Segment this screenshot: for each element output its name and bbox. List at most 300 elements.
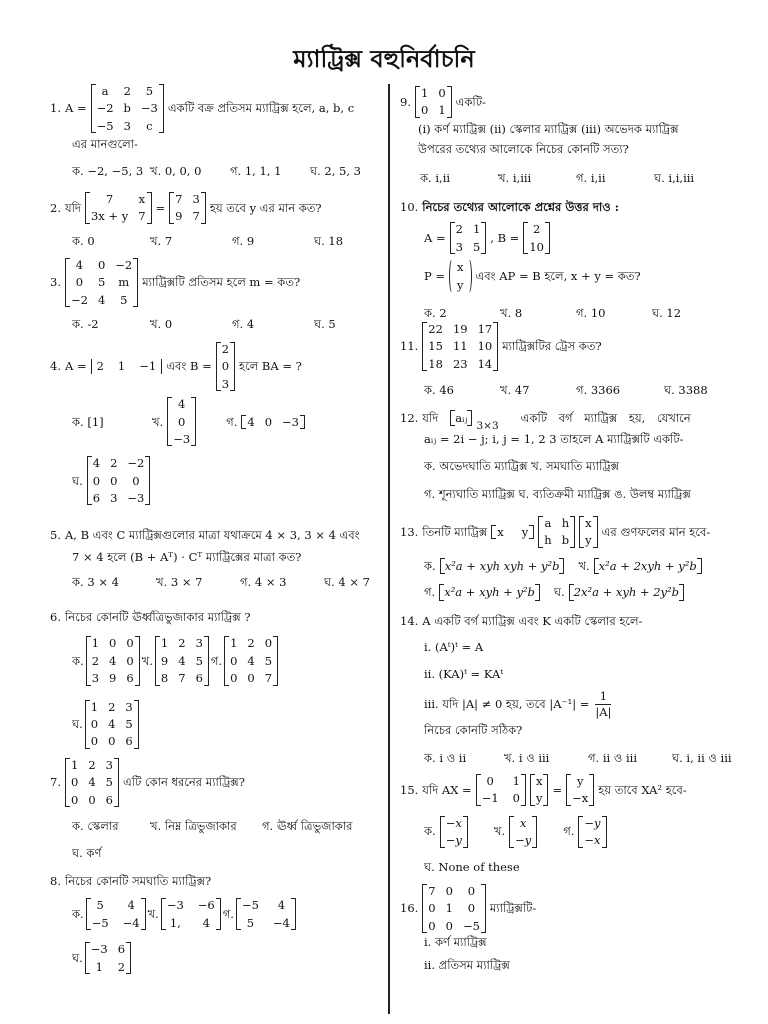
option-ga: গ. ঊর্ধ্ব ত্রিভুজাকার xyxy=(262,819,353,834)
option-ka-matrix xyxy=(86,636,140,685)
option-ga: গ. 10 xyxy=(576,305,606,320)
matrix-entry: 1 xyxy=(420,86,429,100)
option-ka: ক. i,ii xyxy=(420,170,451,185)
matrix-entry: 2 xyxy=(108,699,116,714)
option-gha: ঘ. xyxy=(553,585,565,600)
matrix-entry: 3x + y xyxy=(90,209,129,224)
matrix-entry: 0 xyxy=(70,775,79,790)
option-gha: ঘ. কর্ণ xyxy=(72,845,102,860)
matrix-entry: 7 xyxy=(175,192,183,206)
matrix-entry: 2 xyxy=(110,456,118,471)
option-gha: ঘ. 2, 5, 3 xyxy=(310,163,361,178)
matrix-entry: −2 xyxy=(70,292,88,307)
matrix-entry: 6 xyxy=(125,734,133,749)
question-text: এবং B = xyxy=(166,359,212,374)
question-number: 13. xyxy=(400,524,419,539)
question-text: এটি কোন ধরনের ম্যাট্রিক্স? xyxy=(122,775,245,790)
matrix-entry: 5 xyxy=(195,653,203,668)
question-1 xyxy=(50,84,361,178)
option-ga: গ. xyxy=(424,585,436,600)
text: |A| xyxy=(595,704,612,719)
option-kha-value: x²a + 2xyh + y²b xyxy=(594,558,702,574)
matrix-entry: 5 xyxy=(105,775,113,790)
matrix-entry: 6 xyxy=(92,491,101,505)
column-matrix xyxy=(579,516,598,548)
question-text: এর গুণফলের মান হবে- xyxy=(601,524,711,539)
question-text: একটি বর্গ ম্যাট্রিক্স হয়, যেখানে xyxy=(520,411,691,425)
matrix-label: P = xyxy=(424,268,446,283)
question-text: নিচের কোনটি সমঘাতি ম্যাট্রিক্স? xyxy=(64,874,212,888)
question-number: 1. xyxy=(50,101,61,116)
question-11 xyxy=(400,322,708,398)
matrix-entry: 5 xyxy=(97,275,106,290)
matrix-entry: 0 xyxy=(221,359,230,374)
matrix-entry: 5 xyxy=(472,239,481,254)
option-ka: ক. −2, −5, 3 xyxy=(72,163,144,178)
question-text: 7 × 4 হলে (B + Aᵀ) · Cᵀ ম্যাট্রিক্সের মাত্রা কত? xyxy=(72,550,302,565)
matrix-entry: −2 xyxy=(127,456,145,471)
matrix-entry: 3 xyxy=(91,671,100,686)
question-text: হলে BA = ? xyxy=(239,359,302,374)
matrix-entry: −3 xyxy=(166,898,184,913)
matrix-entry: 5 xyxy=(246,915,255,930)
option-gha: ঘ. xyxy=(72,950,83,965)
options xyxy=(424,751,732,765)
option-ga: গ. 3366 xyxy=(576,383,621,398)
question-text: নিচের কোনটি ঊর্ধ্বত্রিভুজাকার ম্যাট্রিক্স ? xyxy=(64,610,251,624)
matrix-entry: 11 xyxy=(452,339,468,354)
question-number: 16. xyxy=(400,901,419,916)
matrix-entry: −3 xyxy=(140,101,158,116)
option-ka: ক. xyxy=(72,907,84,922)
matrix-entry: 7 xyxy=(178,671,186,686)
option-kha-matrix xyxy=(161,898,221,930)
matrix-b xyxy=(523,222,550,254)
matrix-entry: 0 xyxy=(109,636,117,651)
question-10 xyxy=(400,200,681,320)
matrix-entry: 0 xyxy=(88,792,96,807)
text: 1 xyxy=(595,689,611,704)
matrix-entry: 1 xyxy=(117,359,126,374)
question-number: 6. xyxy=(50,610,61,624)
matrix-entry: 4 xyxy=(75,258,84,272)
option-gha: ঘ. i,i,iii xyxy=(654,170,695,185)
statement-ii: ii. প্রতিসম ম্যাট্রিক্স xyxy=(424,957,510,972)
matrix-entry: −6 xyxy=(197,898,215,913)
matrix-entry: 8 xyxy=(160,671,169,686)
column-divider xyxy=(388,84,390,1014)
option-kha-matrix xyxy=(509,816,537,848)
matrix-entry: 1 xyxy=(90,699,99,714)
matrix-entry: 4 xyxy=(202,915,210,930)
statement-i: i. (Aᵗ)ᵗ = A xyxy=(424,640,484,655)
matrix-entry: −5 xyxy=(241,898,259,913)
question-number: 7. xyxy=(50,775,61,790)
matrix-entry: −y xyxy=(584,815,601,830)
matrix-entry: 4 xyxy=(178,397,186,412)
matrix-entry: 0 xyxy=(126,636,134,651)
question-8 xyxy=(50,874,296,974)
matrix-entry: 0 xyxy=(178,414,186,429)
options xyxy=(72,819,353,833)
option-ga: গ. 4 xyxy=(232,317,255,332)
options xyxy=(424,306,681,320)
matrix-entry: 0 xyxy=(126,653,134,668)
option-gha-matrix xyxy=(87,456,151,505)
question-4 xyxy=(50,342,305,505)
matrix-entry: 5 xyxy=(120,292,128,307)
matrix-entry: 7 xyxy=(428,884,436,898)
matrix-entry: y xyxy=(521,524,529,539)
order-subscript: 3×3 xyxy=(476,419,499,432)
question-13 xyxy=(400,516,710,601)
question-text: যদি xyxy=(422,411,439,425)
option-gha: ঘ. None of these xyxy=(424,859,520,874)
question-text: A, B এবং C ম্যাট্রিক্সগুলোর মাত্রা যথাক্রমে 4 × 3, 3 × 4 এবং xyxy=(64,528,360,542)
option-ka: ক. [1] xyxy=(72,414,104,429)
matrix-entry: −3 xyxy=(90,942,108,957)
matrix-entry: 14 xyxy=(477,356,493,371)
matrix-entry: −x xyxy=(445,815,462,830)
matrix-entry: 9 xyxy=(109,671,117,686)
matrix-entry: −y xyxy=(445,833,462,848)
question-text: একটি বক্র প্রতিসম ম্যাট্রিক্স হলে, a, b, c xyxy=(167,101,355,116)
option-gha: ঘ. xyxy=(72,473,83,488)
matrix-entry: y xyxy=(585,533,592,548)
question-number: 11. xyxy=(400,339,419,354)
fraction xyxy=(595,689,611,719)
question-text: ম্যাট্রিক্সটি- xyxy=(489,901,537,916)
matrix-entry: 9 xyxy=(160,653,169,668)
matrix-entry: 19 xyxy=(452,322,468,336)
question-number: 5. xyxy=(50,528,61,542)
matrix-label: A = xyxy=(424,231,446,246)
matrix xyxy=(415,86,452,118)
option-gha: ঘ. 12 xyxy=(652,305,682,320)
matrix-a xyxy=(91,84,164,133)
question-text: ম্যাট্রিক্সটির ট্রেস কত? xyxy=(502,339,602,354)
matrix-entry: 3 xyxy=(221,376,230,391)
statement-iii: iii. যদি |A| ≠ 0 হয়, তবে |A⁻¹| = xyxy=(424,696,590,711)
option-kha: খ. 47 xyxy=(500,383,530,398)
option-ka-matrix xyxy=(440,816,468,848)
matrix-entry: 5 xyxy=(145,84,154,98)
statement-i: i. কর্ণ ম্যাট্রিক্স xyxy=(424,935,487,950)
matrix-label: A = xyxy=(64,101,87,116)
question-heading: নিচের তথ্যের আলোকে প্রশ্নের উত্তর দাও : xyxy=(422,200,619,214)
question-text: aᵢⱼ = 2i − j; i, j = 1, 2 3 তাহলে A ম্যাট্রিক্সটি একটি- xyxy=(424,432,684,447)
option-ga: গ. xyxy=(226,414,238,429)
page-title: ম্যাট্রিক্স বহুনির্বাচনি xyxy=(293,45,475,73)
matrix-entry: 4 xyxy=(277,898,286,913)
option-ka: ক. স্কেলার xyxy=(72,819,119,834)
matrix-entry: 6 xyxy=(117,942,126,957)
option-kha-matrix xyxy=(155,636,209,685)
square-matrix xyxy=(538,516,575,548)
matrix-entry: 2 xyxy=(117,959,126,974)
matrix-entry: 3 xyxy=(110,491,118,505)
matrix-entry: 6 xyxy=(195,671,203,686)
matrix-entry: −2 xyxy=(96,101,114,116)
equals-sign: = xyxy=(155,200,166,215)
matrix-entry: 0 xyxy=(90,716,99,731)
matrix xyxy=(422,322,498,371)
option-kha: খ. xyxy=(147,907,159,922)
question-7 xyxy=(50,758,353,860)
matrix-entry: 4 xyxy=(88,775,96,790)
option-ka: ক. 0 xyxy=(72,233,95,248)
question-6 xyxy=(50,610,278,749)
question-text: হয় তবে y এর মান কত? xyxy=(209,200,322,215)
matrix-entry: −3 xyxy=(173,431,191,446)
options-row-1 xyxy=(424,558,710,574)
option-kha: খ. xyxy=(578,558,590,573)
matrix-entry: b xyxy=(123,101,131,116)
question-5 xyxy=(50,528,370,589)
matrix-entry: −x xyxy=(584,833,601,848)
option-kha: খ. 3 × 7 xyxy=(156,574,203,589)
question-number: 15. xyxy=(400,782,419,797)
option-kha: খ. 7 xyxy=(150,233,173,248)
matrix-entry: 2 xyxy=(88,758,96,772)
matrix-entry: 17 xyxy=(477,322,493,336)
equals-sign: = xyxy=(552,782,563,797)
matrix-entry: 4 xyxy=(108,716,116,731)
option-ga: গ. xyxy=(222,907,234,922)
question-12 xyxy=(400,410,691,502)
matrix-entry: 5 xyxy=(264,653,273,668)
matrix-entry: −1 xyxy=(481,791,499,806)
matrix-entry: 6 xyxy=(105,792,113,807)
matrix-entry: a xyxy=(101,84,109,98)
matrix-entry: −4 xyxy=(272,915,290,930)
matrix-entry: 5 xyxy=(96,898,104,913)
matrix-entry: 0 xyxy=(438,86,446,100)
question-16 xyxy=(400,884,536,972)
option-gha: ঘ. 5 xyxy=(314,317,336,332)
option-kha: খ. 8 xyxy=(500,305,523,320)
question-text: যদি xyxy=(64,200,81,215)
option-ga: গ. i,ii xyxy=(576,170,606,185)
option-kha: খ. 0, 0, 0 xyxy=(150,163,202,178)
option-ga: গ. ii ও iii xyxy=(588,751,638,766)
matrix-entry: 2 xyxy=(455,222,463,237)
option-gha-matrix xyxy=(85,942,131,974)
matrix-entry: −y xyxy=(515,833,532,848)
option-ka: ক. 2 xyxy=(424,305,447,320)
options-row-2 xyxy=(424,584,710,600)
matrix-entry: 0 xyxy=(110,473,118,488)
matrix-entry: 1 xyxy=(70,758,79,772)
matrix-entry: 0 xyxy=(70,792,79,807)
row-matrix-a xyxy=(91,359,163,373)
question-text: তিনটি ম্যাট্রিক্স xyxy=(422,524,488,539)
question-14 xyxy=(400,614,732,766)
option-gha-row xyxy=(72,700,278,749)
matrix-entry: 0 xyxy=(445,918,453,933)
statement-ii: ii. (KA)ᵗ = KAᵗ xyxy=(424,666,504,681)
matrix-entry: 4 xyxy=(92,456,101,471)
options xyxy=(72,636,278,685)
option-gha: ঘ. 4 × 7 xyxy=(324,574,370,589)
matrix-entry: −5 xyxy=(96,118,114,133)
matrix-entry: m xyxy=(118,275,130,290)
question-3 xyxy=(50,258,336,332)
options xyxy=(424,816,687,848)
matrix xyxy=(422,884,486,933)
option-ka-matrix xyxy=(86,898,146,930)
matrix-entry: 1 xyxy=(230,636,238,651)
matrix-entry: 0 xyxy=(92,473,101,488)
matrix-entry: x xyxy=(497,524,504,539)
matrix-entry: x xyxy=(535,774,543,788)
matrix-entry: x xyxy=(457,260,464,275)
option-ga: গ. 9 xyxy=(232,233,255,248)
matrix-entry: −3 xyxy=(282,414,299,429)
matrix-entry: 0 xyxy=(132,473,140,488)
question-text: ম্যাট্রিক্সটি প্রতিসম হলে m = কত? xyxy=(142,275,301,290)
options-line-2: গ. শূন্যঘাতি ম্যাট্রিক্স ঘ. ব্যতিক্রমী ম্যাট্রিক্স ঙ. উলম্ব ম্যাট্রিক্স xyxy=(424,487,691,502)
matrix-entry: 7 xyxy=(105,192,114,206)
matrix-entry: 0 xyxy=(97,258,106,272)
option-gha: ঘ. 18 xyxy=(314,233,344,248)
matrix-entry: 18 xyxy=(428,356,443,371)
options xyxy=(72,234,343,248)
matrix-rhs xyxy=(566,774,594,806)
matrix-rhs xyxy=(169,192,206,224)
option-ka-value: x²a + xyh xyh + y²b xyxy=(440,558,565,574)
matrix-x xyxy=(530,774,549,806)
matrix-entry: 2 xyxy=(178,636,186,651)
matrix-entry: 3 xyxy=(105,758,113,772)
question-9 xyxy=(400,86,694,185)
option-ka: ক. xyxy=(424,824,436,839)
options xyxy=(424,383,708,397)
matrix-entry: −5 xyxy=(91,915,109,930)
option-gha-row xyxy=(72,942,296,974)
options-line-1: ক. অভেদঘাতি ম্যাট্রিক্স খ. সমঘাতি ম্যাট্রিক্স xyxy=(424,458,619,473)
matrix-entry: −x xyxy=(572,791,589,806)
matrix-entry: 3 xyxy=(195,636,203,651)
matrix-entry: 0 xyxy=(230,653,238,668)
option-ga: গ. xyxy=(210,653,223,668)
matrix-entry: 0 xyxy=(467,901,476,916)
matrix-entry: 7 xyxy=(138,209,146,224)
option-ka: ক. 46 xyxy=(424,383,454,398)
matrix-entry: 0 xyxy=(247,671,255,686)
element-notation: aᵢⱼ xyxy=(450,410,472,426)
matrix-entry: y xyxy=(457,277,464,292)
matrix-entry: 0 xyxy=(90,734,99,749)
matrix-entry: x xyxy=(138,192,146,206)
row-matrix xyxy=(491,525,534,539)
matrix-entry: h xyxy=(544,533,552,548)
matrix-entry: 7 xyxy=(264,671,273,686)
option-ka: ক. xyxy=(424,558,436,573)
option-ga: গ. 4 × 3 xyxy=(240,574,287,589)
question-number: 14. xyxy=(400,614,419,628)
matrix-label: A = xyxy=(64,359,87,374)
option-gha: ঘ. 3388 xyxy=(664,383,708,398)
question-text: নিচের কোনটি সঠিক? xyxy=(424,722,523,737)
option-ga-matrix xyxy=(578,816,606,848)
option-kha: খ. xyxy=(152,414,164,429)
matrix-entry: 3 xyxy=(123,118,131,133)
matrix-entry: 4 xyxy=(247,653,255,668)
matrix-entry: b xyxy=(561,533,570,548)
matrix-entry: 0 xyxy=(512,791,520,806)
option-ka: ক. i ও ii xyxy=(424,751,467,766)
option-kha: খ. নিম্ন ত্রিভুজাকার xyxy=(150,819,237,834)
matrix-entry: c xyxy=(146,118,153,133)
matrix-entry: 3 xyxy=(192,192,200,206)
question-number: 4. xyxy=(50,359,61,374)
option-ga: গ. xyxy=(563,824,575,839)
option-gha-row xyxy=(72,456,305,505)
matrix-entry: 2 xyxy=(96,359,104,374)
option-gha-value: 2x²a + xyh + 2y²b xyxy=(569,584,684,600)
matrix-label: , B = xyxy=(490,231,520,246)
matrix-entry: 0 xyxy=(486,774,494,788)
matrix-entry: 6 xyxy=(126,671,134,686)
option-gha: ঘ. i, ii ও iii xyxy=(672,751,732,766)
matrix-entry: 4 xyxy=(127,898,135,913)
option-ga-matrix xyxy=(241,415,305,429)
matrix-entry: 2 xyxy=(532,222,541,237)
options xyxy=(72,164,361,178)
matrix-entry: h xyxy=(561,516,570,530)
question-text: উপরের তথ্যের আলোকে নিচের কোনটি সত্য? xyxy=(418,142,629,157)
matrix-entry: 15 xyxy=(428,339,443,354)
matrix-entry: x xyxy=(519,815,527,830)
matrix-entry: 9 xyxy=(175,209,183,224)
question-number: 2. xyxy=(50,200,61,215)
matrix-entry: −4 xyxy=(122,915,140,930)
question-number: 3. xyxy=(50,275,61,290)
option-ka: ক. xyxy=(72,653,84,668)
option-ga: গ. 1, 1, 1 xyxy=(230,163,282,178)
matrix-entry: 2 xyxy=(221,342,230,356)
matrix-entry: 2 xyxy=(91,653,100,668)
question-text: একটি- xyxy=(455,94,486,109)
option-ga-matrix xyxy=(236,898,296,930)
matrix-entry: 22 xyxy=(428,322,443,336)
option-ka: ক. 3 × 4 xyxy=(72,574,119,589)
question-2 xyxy=(50,192,343,248)
matrix-entry: 0 xyxy=(75,275,84,290)
matrix-entry: 2 xyxy=(123,84,131,98)
matrix-entry: −3 xyxy=(127,491,145,505)
matrix xyxy=(65,758,119,807)
option-ga-matrix xyxy=(224,636,278,685)
options xyxy=(72,397,305,446)
matrix-entry: 0 xyxy=(230,671,238,686)
matrix-entry: 1 xyxy=(95,959,103,974)
matrix-entry: 1 xyxy=(91,636,100,651)
matrix-entry: 1 xyxy=(438,103,446,118)
matrix-entry: −2 xyxy=(115,258,133,272)
matrix-entry: −5 xyxy=(462,918,480,933)
matrix-a xyxy=(450,222,487,254)
option-kha: খ. 0 xyxy=(150,317,173,332)
option-kha: খ. i,iii xyxy=(498,170,532,185)
option-ga-value: x²a + xyh + y²b xyxy=(439,584,540,600)
question-text: হয় তাবে XA² হবে- xyxy=(598,782,687,797)
matrix-entry: 1 xyxy=(512,774,520,788)
options xyxy=(420,171,694,185)
matrix-entry: 0 xyxy=(467,884,476,898)
matrix-a xyxy=(476,774,526,806)
